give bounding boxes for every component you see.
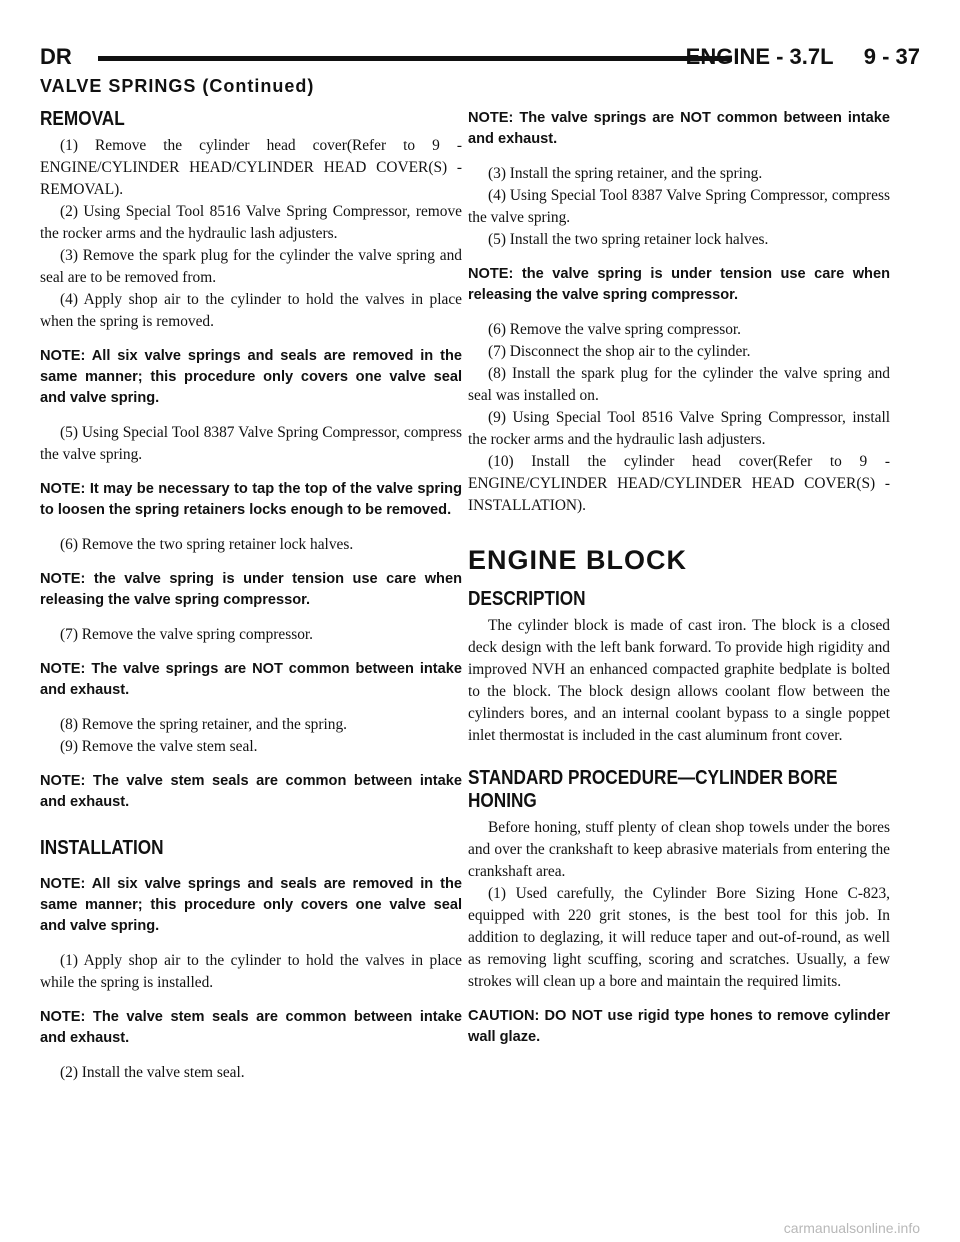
standard-procedure-heading-line2: HONING <box>468 790 537 812</box>
note: NOTE: It may be necessary to tap the top of the valve spring to loosen the spring retainers locks enough to be removed. <box>40 481 462 518</box>
note: NOTE: The valve springs are NOT common between intake and exhaust. <box>468 110 890 147</box>
installation-step: (1) Apply shop air to the cylinder to hold the valves in place while the spring is installed. <box>40 952 462 991</box>
installation-step: (8) Install the spark plug for the cylinder the valve spring and seal was installed on. <box>468 365 890 404</box>
installation-step: (2) Install the valve stem seal. <box>60 1064 245 1081</box>
removal-step: (1) Remove the cylinder head cover(Refer to 9 - ENGINE/CYLINDER HEAD/CYLINDER HEAD COVER(S) - REMOVAL). <box>40 137 462 198</box>
description-text: The cylinder block is made of cast iron. The block is a closed deck design with the left bank forward. To provide high rigidity and improved NVH an enhanced compacted graphite bedplate is bolted to the block. The block design allows coolant flow between the cylinders bores, and an internal coolant bypass to a single poppet inlet thermostat is included in the cast aluminum front cover. <box>468 617 890 744</box>
installation-step: (4) Using Special Tool 8387 Valve Spring Compressor, compress the valve spring. <box>468 187 890 226</box>
standard-procedure-heading: STANDARD PROCEDURE—CYLINDER BORE <box>468 767 838 789</box>
installation-step: (6) Remove the valve spring compressor. <box>488 321 742 338</box>
removal-step: (2) Using Special Tool 8516 Valve Spring Compressor, remove the rocker arms and the hydraulic lash adjusters. <box>40 203 462 242</box>
note: NOTE: the valve spring is under tension use care when releasing the valve spring compressor. <box>468 266 890 303</box>
note: NOTE: The valve stem seals are common between intake and exhaust. <box>40 1009 462 1046</box>
removal-heading: REMOVAL <box>40 108 125 130</box>
installation-step: (9) Using Special Tool 8516 Valve Spring Compressor, install the rocker arms and the hydraulic lash adjusters. <box>468 409 890 448</box>
installation-step: (10) Install the cylinder head cover(Refer to 9 - ENGINE/CYLINDER HEAD/CYLINDER HEAD COVER(S) - INSTALLATION). <box>468 453 890 514</box>
removal-step: (5) Using Special Tool 8387 Valve Spring Compressor, compress the valve spring. <box>40 424 462 463</box>
removal-step: (8) Remove the spring retainer, and the spring. <box>60 716 348 733</box>
watermark: carmanualsonline.info <box>783 1220 920 1236</box>
section-page-number: ENGINE - 3.7L 9 - 37 <box>685 44 920 69</box>
description-heading: DESCRIPTION <box>468 588 586 610</box>
removal-step: (7) Remove the valve spring compressor. <box>60 626 314 643</box>
header-rule <box>98 56 730 61</box>
note: NOTE: The valve stem seals are common between intake and exhaust. <box>40 773 462 810</box>
installation-step: (3) Install the spring retainer, and the spring. <box>488 165 763 182</box>
engine-block-heading: ENGINE BLOCK <box>468 545 688 575</box>
continued-title: VALVE SPRINGS (Continued) <box>40 76 315 96</box>
caution: CAUTION: DO NOT use rigid type hones to remove cylinder wall glaze. <box>468 1008 890 1045</box>
note: NOTE: The valve springs are NOT common between intake and exhaust. <box>40 661 462 698</box>
model-code: DR <box>40 44 72 69</box>
honing-text: Before honing, stuff plenty of clean shop towels under the bores and over the crankshaft to keep abrasive materials from entering the crankshaft area. <box>468 819 890 880</box>
removal-step: (3) Remove the spark plug for the cylinder the valve spring and seal are to be removed from. <box>40 247 462 286</box>
removal-step: (4) Apply shop air to the cylinder to hold the valves in place when the spring is removed. <box>40 291 462 330</box>
page-header <box>40 42 920 72</box>
right-column <box>468 108 890 1061</box>
left-column <box>40 108 462 1084</box>
note: NOTE: All six valve springs and seals are removed in the same manner; this procedure only covers one valve seal and valve spring. <box>40 348 462 406</box>
note: NOTE: All six valve springs and seals are removed in the same manner; this procedure only covers one valve seal and valve spring. <box>40 876 462 934</box>
note: NOTE: the valve spring is under tension use care when releasing the valve spring compressor. <box>40 571 462 608</box>
removal-step: (6) Remove the two spring retainer lock halves. <box>60 536 354 553</box>
installation-step: (7) Disconnect the shop air to the cylinder. <box>488 343 751 360</box>
honing-step: (1) Used carefully, the Cylinder Bore Sizing Hone C-823, equipped with 220 grit stones, is the best tool for this job. In addition to deglazing, it will reduce taper and out-of-round, as well as removing light scuffing, scoring and scratches. Usually, a few strokes will clean up a bore and maintain the required limits. <box>468 885 890 990</box>
removal-step: (9) Remove the valve stem seal. <box>60 738 258 755</box>
installation-step: (5) Install the two spring retainer lock halves. <box>488 231 769 248</box>
installation-heading: INSTALLATION <box>40 837 164 859</box>
